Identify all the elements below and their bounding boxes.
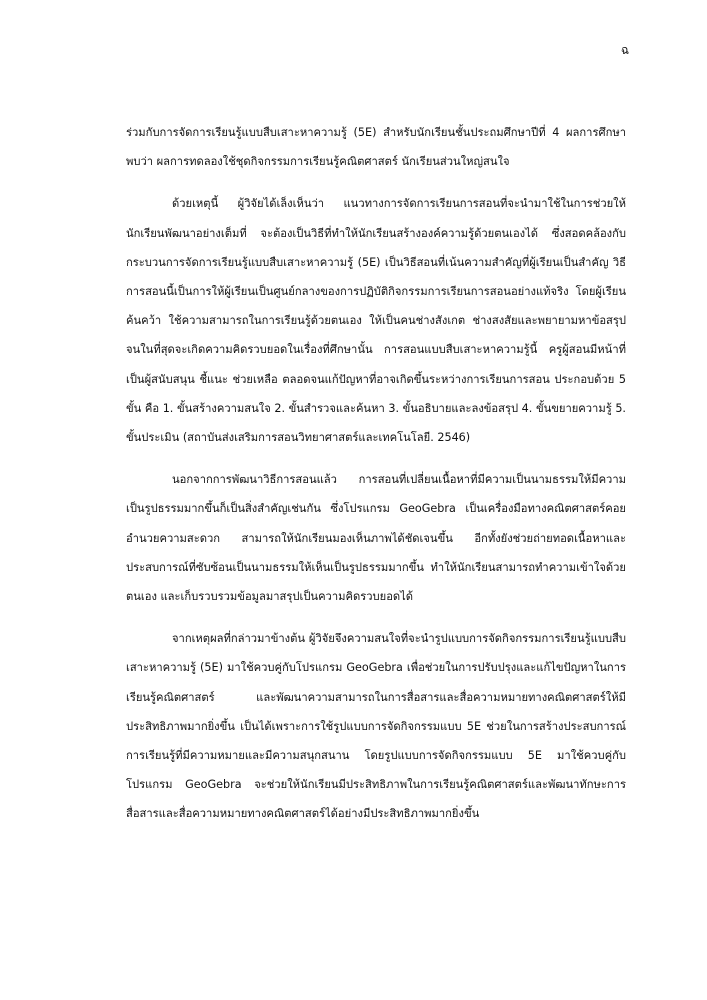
- paragraph-conclusion: จากเหตุผลที่กล่าวมาข้างต้น ผู้วิจัยจึงความสนใจที่จะนำรูปแบบการจัดกิจกรรมการเรียนรู้แบบสืบเสาะหาความรู้ (5E) มาใช้ควบคู่กับโปรแกรม GeoGebra เพื่อช่วยในการปรับปรุงและแก้ไขปัญหาในการเรียนรู้คณิตศาสตร์ และพัฒนาความสามารถในการสื่อสารและสื่อความหมายทางคณิตศาสตร์ให้มีประสิทธิภาพมากยิ่งขึ้น เป็นได้เพราะการใช้รูปแบบการจัดกิจกรรมแบบ 5E ช่วยในการสร้างประสบการณ์การเรียนรู้ที่มีความหมายและมีความสนุกสนาน โดยรูปแบบการจัดกิจกรรมแบบ 5E มาใช้ควบคู่กับโปรแกรม GeoGebra จะช่วยให้นักเรียนมีประสิทธิภาพในการเรียนรู้คณิตศาสตร์และพัฒนาทักษะการสื่อสารและสื่อความหมายทางคณิตศาสตร์ได้อย่างมีประสิทธิภาพมากยิ่งขึ้น: [126, 632, 626, 821]
- paragraph-geogebra: นอกจากการพัฒนาวิธีการสอนแล้ว การสอนที่เปลี่ยนเนื้อหาที่มีความเป็นนามธรรมให้มีความเป็นรูปธรรมมากขึ้นก็เป็นสิ่งสำคัญเช่นกัน ซึ่งโปรแกรม GeoGebra เป็นเครื่องมือทางคณิตศาสตร์คอยอำนวยความสะดวก สามารถให้นักเรียนมองเห็นภาพได้ชัดเจนขึ้น อีกทั้งยังช่วยถ่ายทอดเนื้อหาและประสบการณ์ที่ซับซ้อนเป็นนามธรรมให้เห็นเป็นรูปธรรมมากขึ้น ทำให้นักเรียนสามารถทำความเข้าใจด้วยตนเอง และเก็บรวบรวมข้อมูลมาสรุปเป็นความคิดรวบยอดได้: [126, 473, 626, 604]
- body-text: [126, 118, 626, 842]
- paragraph-continuation: ร่วมกับการจัดการเรียนรู้แบบสืบเสาะหาความรู้ (5E) สำหรับนักเรียนชั้นประถมศึกษาปีที่ 4 ผลการศึกษาพบว่า ผลการทดลองใช้ชุดกิจกรรมการเรียนรู้คณิตศาสตร์ นักเรียนส่วนใหญ่สนใจ: [126, 126, 626, 169]
- page-number: ฉ: [620, 43, 629, 57]
- paragraph-5e-rationale: ด้วยเหตุนี้ ผู้วิจัยได้เล็งเห็นว่า แนวทางการจัดการเรียนการสอนที่จะนำมาใช้ในการช่วยให้นักเรียนพัฒนาอย่างเต็มที่ จะต้องเป็นวิธีที่ทำให้นักเรียนสร้างองค์ความรู้ด้วยตนเองได้ ซึ่งสอดคล้องกับกระบวนการจัดการเรียนรู้แบบสืบเสาะหาความรู้ (5E) เป็นวิธีสอนที่เน้นความสำคัญที่ผู้เรียนเป็นสำคัญ วิธีการสอนนี้เป็นการให้ผู้เรียนเป็นศูนย์กลางของการปฏิบัติกิจกรรมการเรียนการสอนอย่างแท้จริง โดยผู้เรียนค้นคว้า ใช้ความสามารถในการเรียนรู้ด้วยตนเอง ให้เป็นคนช่างสังเกต ช่างสงสัยและพยายามหาข้อสรุป จนในที่สุดจะเกิดความคิดรวบยอดในเรื่องที่ศึกษานั้น การสอนแบบสืบเสาะหาความรู้นี้ ครูผู้สอนมีหน้าที่เป็นผู้สนับสนุน ชี้แนะ ช่วยเหลือ ตลอดจนแก้ปัญหาที่อาจเกิดขึ้นระหว่างการเรียนการสอน ประกอบด้วย 5 ขั้น คือ 1. ขั้นสร้างความสนใจ 2. ขั้นสำรวจและค้นหา 3. ขั้นอธิบายและลงข้อสรุป 4. ขั้นขยายความรู้ 5. ขั้นประเมิน (สถาบันส่งเสริมการสอนวิทยาศาสตร์และเทคโนโลยี. 2546): [126, 197, 626, 445]
